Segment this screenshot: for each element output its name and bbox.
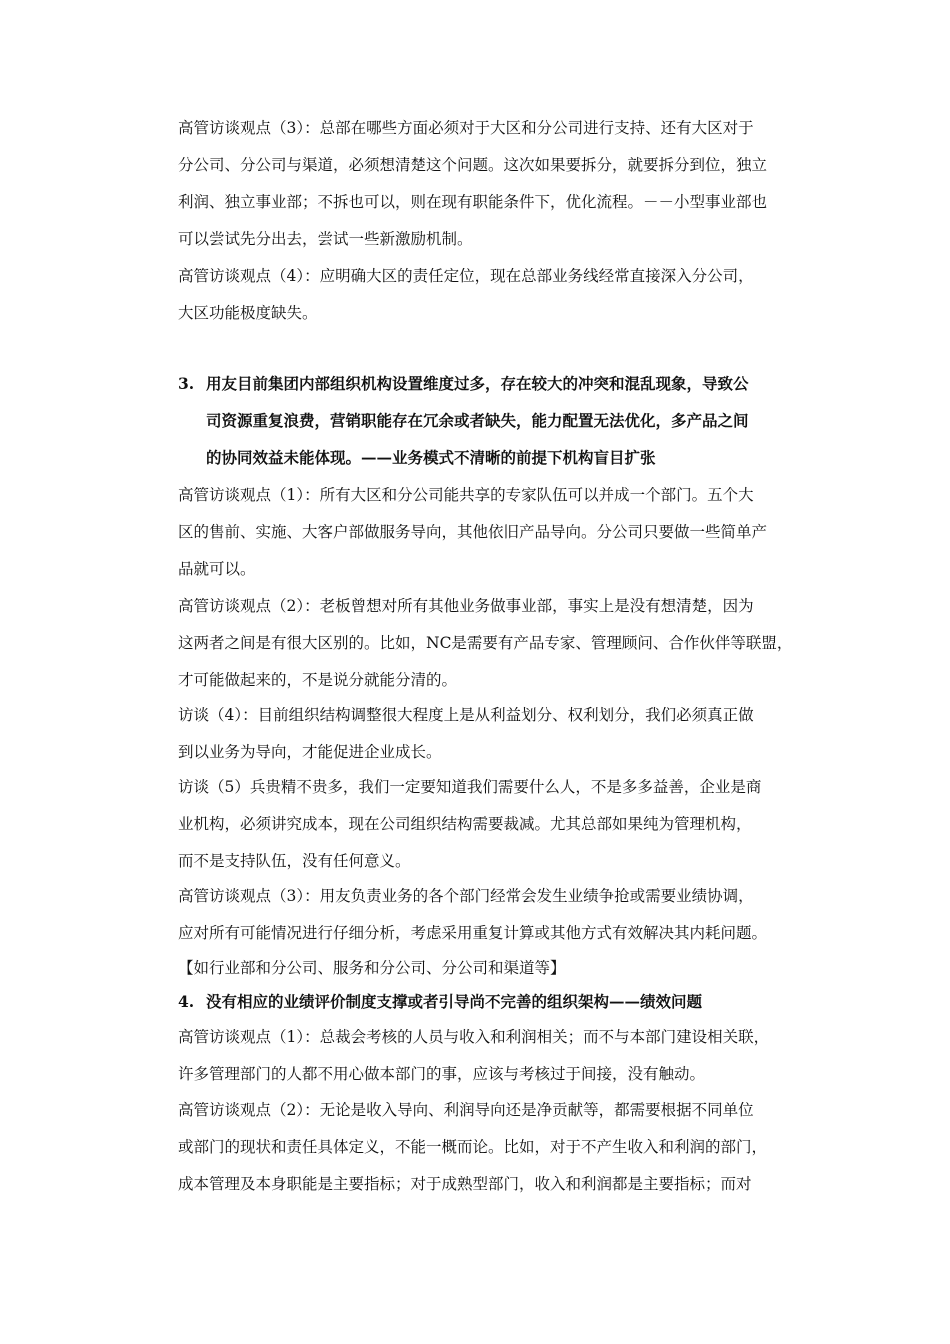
paragraph-line: 【如行业部和分公司、服务和分公司、分公司和渠道等】 [178,959,566,977]
section-heading-line: 没有相应的业绩评价制度支撑或者引导尚不完善的组织架构——绩效问题 [206,992,703,1011]
section-number: 3. [178,374,195,393]
paragraph-line: 高管访谈观点（1）：所有大区和分公司能共享的专家队伍可以并成一个部门。五个大 [178,486,754,504]
paragraph-line: 业机构，必须讲究成本，现在公司组织结构需要裁减。尤其总部如果纯为管理机构， [178,815,752,833]
paragraph-line: 可以尝试先分出去，尝试一些新激励机制。 [178,230,473,248]
paragraph-line: 高管访谈观点（2）：无论是收入导向、利润导向还是净贡献等，都需要根据不同单位 [178,1101,754,1119]
paragraph-line: 而不是支持队伍，没有任何意义。 [178,852,411,870]
section-heading-line: 司资源重复浪费，营销职能存在冗余或者缺失，能力配置无法优化，多产品之间 [206,411,749,430]
paragraph-line: 访谈（5）兵贵精不贵多，我们一定要知道我们需要什么人，不是多多益善，企业是商 [178,778,762,796]
paragraph-line: 高管访谈观点（2）：老板曾想对所有其他业务做事业部，事实上是没有想清楚，因为 [178,597,754,615]
paragraph-line: 访谈（4）：目前组织结构调整很大程度上是从利益划分、权利划分，我们必须真正做 [178,706,754,724]
paragraph-line: 成本管理及本身职能是主要指标；对于成熟型部门，收入和利润都是主要指标；而对 [178,1175,752,1193]
section-heading-line: 用友目前集团内部组织机构设置维度过多，存在较大的冲突和混乱现象，导致公 [206,374,749,393]
paragraph-line: 到以业务为导向，才能促进企业成长。 [178,743,442,761]
paragraph-line: 高管访谈观点（4）：应明确大区的责任定位，现在总部业务线经常直接深入分公司， [178,267,754,285]
paragraph-line: 大区功能极度缺失。 [178,304,318,322]
paragraph-line: 才可能做起来的，不是说分就能分清的。 [178,671,458,689]
section-heading-3 [178,374,749,394]
paragraph-line: 区的售前、实施、大客户部做服务导向，其他依旧产品导向。分公司只要做一些简单产 [178,523,768,541]
paragraph-line: 应对所有可能情况进行仔细分析，考虑采用重复计算或其他方式有效解决其内耗问题。 [178,924,768,942]
section-number: 4. [178,992,195,1011]
paragraph-line: 利润、独立事业部；不拆也可以，则在现有职能条件下，优化流程。－－小型事业部也 [178,193,768,211]
paragraph-line: 许多管理部门的人都不用心做本部门的事，应该与考核过于间接，没有触动。 [178,1065,706,1083]
paragraph-line: 或部门的现状和责任具体定义，不能一概而论。比如，对于不产生收入和利润的部门， [178,1138,768,1156]
paragraph-line: 高管访谈观点（3）：总部在哪些方面必须对于大区和分公司进行支持、还有大区对于 [178,119,754,137]
section-heading-4 [178,992,702,1012]
paragraph-line: 高管访谈观点（1）：总裁会考核的人员与收入和利润相关；而不与本部门建设相关联， [178,1028,770,1046]
paragraph-line: 分公司、分公司与渠道，必须想清楚这个问题。这次如果要拆分，就要拆分到位，独立 [178,156,768,174]
paragraph-line: 品就可以。 [178,560,256,578]
paragraph-line: 这两者之间是有很大区别的。比如，NC是需要有产品专家、管理顾问、合作伙伴等联盟， [178,634,793,652]
paragraph-line: 高管访谈观点（3）：用友负责业务的各个部门经常会发生业绩争抢或需要业绩协调， [178,887,754,905]
section-heading-line: 的协同效益未能体现。——业务模式不清晰的前提下机构盲目扩张 [206,448,656,467]
